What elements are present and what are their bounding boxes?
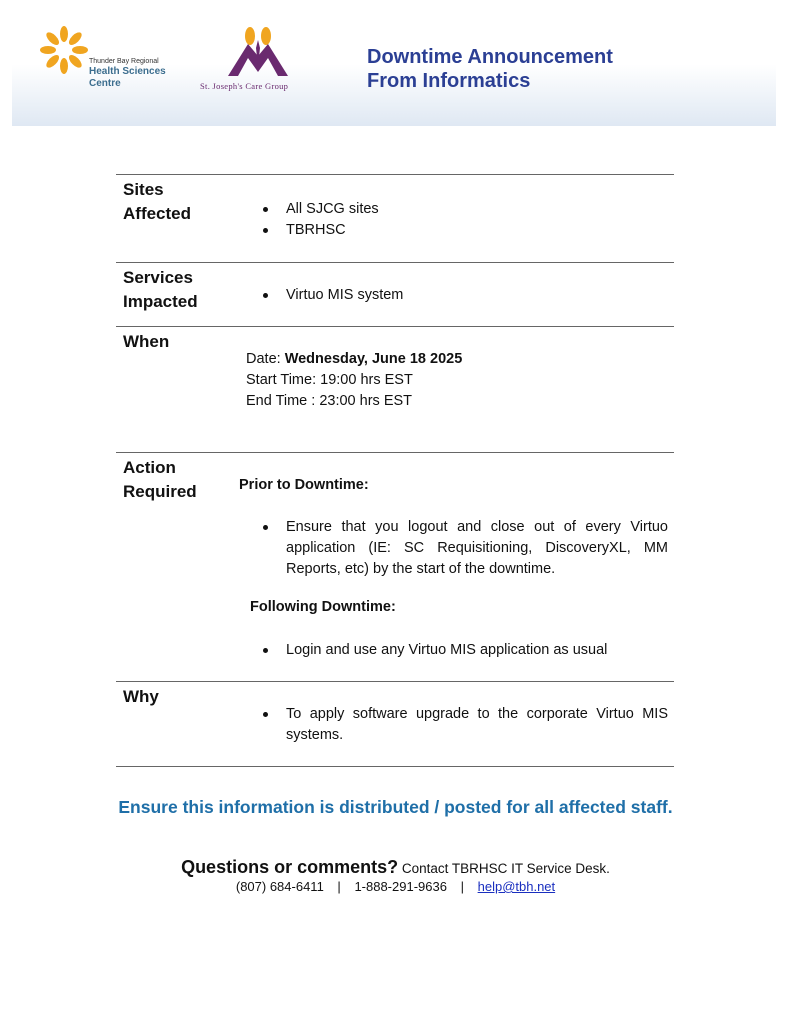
action-required-label [123,456,223,504]
phone-local: (807) 684-6411 [235,879,324,894]
tbrhsc-logo-line2: Health Sciences [89,66,166,77]
sites-affected-row [116,174,674,262]
prior-list [261,517,668,580]
questions-bold: Questions or comments? [181,857,399,877]
announcement-title [367,45,613,93]
date-line [246,349,462,370]
action-required-row [116,452,674,681]
prior-to-downtime-heading: Prior to Downtime: [239,477,369,493]
why-list [261,704,668,746]
sites-affected-label [123,178,223,226]
separator-2: | [460,879,464,894]
list-item: Ensure that you logout and close out of every Virtuo application (IE: SC Requisitioning, DiscoveryXL, MM Reports, etc) by the start of the downtime. [261,517,668,580]
action-label-line1: Action [123,458,176,477]
services-label-line2: Impacted [123,292,198,311]
distribution-notice: Ensure this information is distributed / posted for all affected staff. [118,797,673,817]
why-row [116,681,674,767]
tbrhsc-logo-line1: Thunder Bay Regional [89,58,159,65]
list-item: Login and use any Virtuo MIS application as usual [261,640,668,661]
tbrhsc-logo-text [89,57,166,90]
tbrhsc-sun-logo-icon [40,26,88,74]
list-item: TBRHSC [261,220,668,241]
when-details [246,349,462,412]
contact-line [0,879,791,894]
when-label: When [123,332,170,351]
services-list [261,285,668,306]
why-label: Why [123,687,159,706]
list-item: All SJCG sites [261,199,668,220]
sjcg-logo-text: St. Joseph's Care Group [200,81,289,91]
sjcg-logo-icon [218,26,298,78]
list-item: To apply software upgrade to the corporate Virtuo MIS systems. [261,704,668,746]
sites-list [261,199,668,241]
questions-rest: Contact TBRHSC IT Service Desk. [398,861,610,876]
when-row [116,326,674,452]
end-time: End Time : 23:00 hrs EST [246,393,413,409]
services-impacted-row [116,262,674,326]
date-prefix: Date: [246,351,285,367]
list-item: Virtuo MIS system [261,285,668,306]
services-impacted-label [123,266,223,314]
separator-1: | [337,879,341,894]
email-link[interactable]: help@tbh.net [477,879,556,894]
following-downtime-heading: Following Downtime: [250,599,396,615]
tbrhsc-logo-line3: Centre [89,78,121,89]
phone-tollfree: 1-888-291-9636 [354,879,447,894]
action-label-line2: Required [123,482,197,501]
sites-label-line1: Sites [123,180,164,199]
date-value: Wednesday, June 18 2025 [284,351,463,367]
sites-label-line2: Affected [123,204,192,223]
downtime-info-table [116,174,674,767]
announcement-title-line2: From Informatics [367,70,531,92]
questions-line [0,857,791,878]
following-list [261,640,668,661]
start-time: Start Time: 19:00 hrs EST [246,372,413,388]
announcement-title-line1: Downtime Announcement [367,46,613,68]
services-label-line1: Services [123,268,193,287]
